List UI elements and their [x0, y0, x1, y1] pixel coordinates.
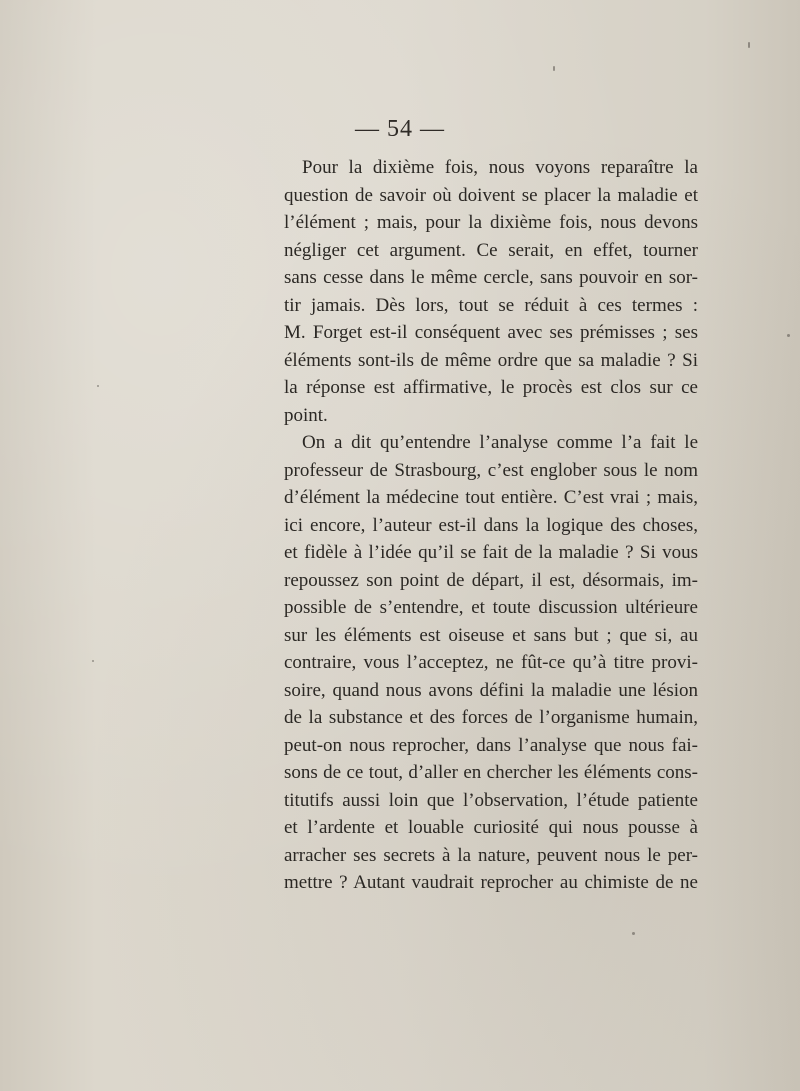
text-line: sur les éléments est oiseuse et sans but ; que si, au [284, 624, 698, 646]
text-line: Pour la dixième fois, nous voyons reparaître la [302, 157, 698, 178]
paper-speck [92, 660, 94, 662]
text-line: repoussez son point de départ, il est, désormais, im- [284, 569, 698, 591]
text-line: ici encore, l’auteur est-il dans la logique des choses, [284, 514, 698, 536]
text-line: question de savoir où doivent se placer la maladie et [284, 184, 698, 206]
text-line: sans cesse dans le même cercle, sans pouvoir en sor- [284, 267, 698, 288]
body-text [284, 154, 698, 897]
text-line: tir jamais. Dès lors, tout se réduit à ces termes : [284, 294, 698, 316]
text-line: professeur de Strasbourg, c’est englober sous le nom [284, 459, 698, 481]
text-line: contraire, vous l’acceptez, ne fût-ce qu’à titre provi- [284, 652, 698, 673]
text-line: M. Forget est-il conséquent avec ses prémisses ; ses [284, 322, 698, 343]
text-line: négliger cet argument. Ce serait, en effet, tourner [284, 239, 698, 261]
paper-speck [97, 385, 99, 387]
text-line: soire, quand nous avons défini la maladie une lésion [284, 679, 698, 701]
text-line: titutifs aussi loin que l’observation, l’étude patiente [284, 789, 698, 811]
text-line: point. [284, 404, 328, 426]
text-line: peut-on nous reprocher, dans l’analyse que nous fai- [284, 734, 698, 756]
paper-speck [632, 932, 635, 935]
text-line: l’élément ; mais, pour la dixième fois, nous devons [284, 212, 698, 233]
text-line: mettre ? Autant vaudrait reprocher au chimiste de ne [284, 872, 698, 893]
text-line: arracher ses secrets à la nature, peuvent nous le per- [284, 844, 698, 866]
text-line: la réponse est affirmative, le procès est clos sur ce [284, 377, 698, 398]
page-number: — 54 — [355, 116, 445, 142]
text-line: sons de ce tout, d’aller en chercher les éléments cons- [284, 762, 698, 783]
paper-speck [787, 334, 790, 337]
paper-speck [748, 42, 750, 48]
text-line: et l’ardente et louable curiosité qui nous pousse à [284, 817, 698, 838]
text-line: éléments sont-ils de même ordre que sa maladie ? Si [284, 349, 698, 371]
text-line: et fidèle à l’idée qu’il se fait de la maladie ? Si vous [284, 542, 698, 563]
paper-speck [553, 66, 555, 71]
text-line: On a dit qu’entendre l’analyse comme l’a fait le [302, 432, 698, 453]
text-line: de la substance et des forces de l’organisme humain, [284, 707, 698, 728]
text-line: d’élément la médecine tout entière. C’est vrai ; mais, [284, 487, 698, 508]
text-line: possible de s’entendre, et toute discussion ultérieure [284, 597, 698, 618]
